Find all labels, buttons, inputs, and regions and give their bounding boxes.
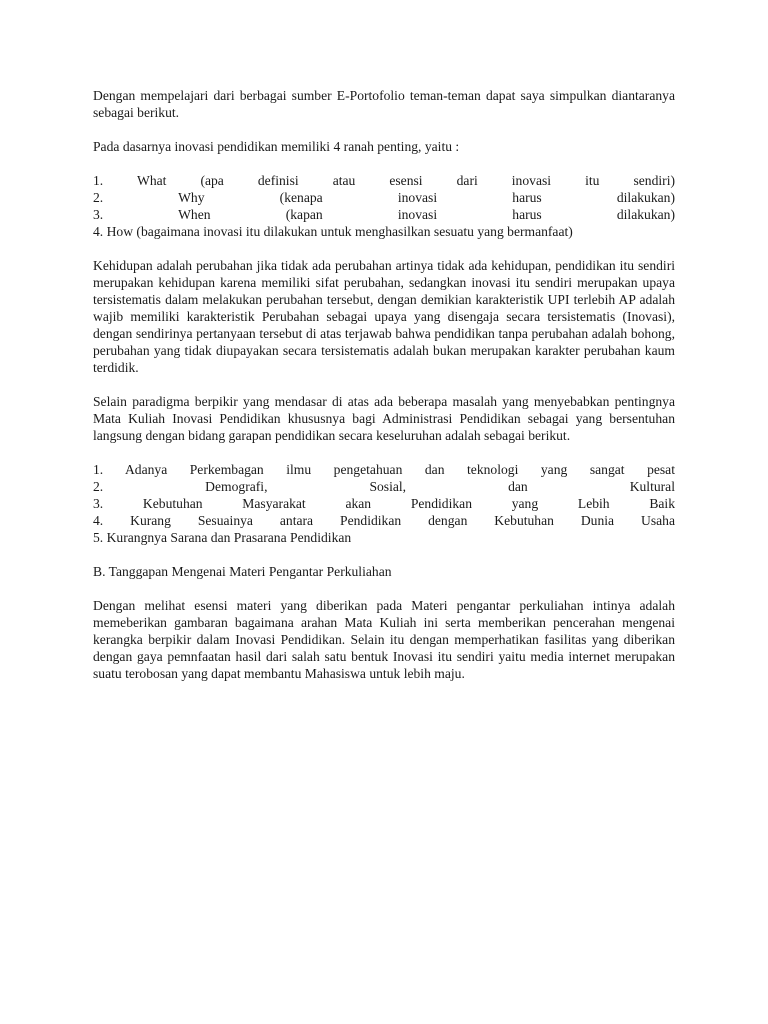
list-item: 4. How (bagaimana inovasi itu dilakukan untuk menghasilkan sesuatu yang bermanfaat) xyxy=(93,224,573,239)
tanggapan-paragraph: Dengan melihat esensi materi yang diberikan pada Materi pengantar perkuliahan intinya adalah memeberikan gambaran bagaimana arahan Mata Kuliah ini serta memberikan pencerahan mengenai kerangka berpikir dalam Inovasi Pendidikan. Selain itu dengan memperhatikan fasilitas yang diberikan dengan gaya pemnfaatan hasil dari salah satu bentuk Inovasi itu sendiri yaitu media internet merupakan suatu terobosan yang dapat membantu Mahasiswa untuk lebih maju. xyxy=(93,598,675,681)
list-item: 5. Kurangnya Sarana dan Prasarana Pendidikan xyxy=(93,530,352,545)
masalah-list xyxy=(93,461,675,546)
list-item: 4. Kurang Sesuainya antara Pendidikan dengan Kebutuhan Dunia Usaha xyxy=(93,513,675,528)
document-body xyxy=(93,87,675,699)
list-item: 1. Adanya Perkembagan ilmu pengetahuan dan teknologi yang sangat pesat xyxy=(93,462,675,477)
ranah-list xyxy=(93,172,675,240)
list-item: 3. Kebutuhan Masyarakat akan Pendidikan yang Lebih Baik xyxy=(93,496,675,511)
list-item: 3. When (kapan inovasi harus dilakukan) xyxy=(93,207,675,222)
paradigma-paragraph: Selain paradigma berpikir yang mendasar di atas ada beberapa masalah yang menyebabkan pentingnya Mata Kuliah Inovasi Pendidikan khususnya bagi Administrasi Pendidikan sebagai yang bersentuhan langsung dengan bidang garapan pendidikan secara keseluruhan adalah sebagai berikut. xyxy=(93,394,675,443)
intro-paragraph: Dengan mempelajari dari berbagai sumber E-Portofolio teman-teman dapat saya simpulkan diantaranya sebagai berikut. xyxy=(93,88,675,120)
list-item: 2. Why (kenapa inovasi harus dilakukan) xyxy=(93,190,675,205)
section-b-heading: B. Tanggapan Mengenai Materi Pengantar Perkuliahan xyxy=(93,564,392,579)
list-item: 2. Demografi, Sosial, dan Kultural xyxy=(93,479,675,494)
ranah-intro-paragraph: Pada dasarnya inovasi pendidikan memiliki 4 ranah penting, yaitu : xyxy=(93,139,460,154)
list-item: 1. What (apa definisi atau esensi dari inovasi itu sendiri) xyxy=(93,173,675,188)
kehidupan-paragraph: Kehidupan adalah perubahan jika tidak ada perubahan artinya tidak ada kehidupan, pendidikan itu sendiri merupakan kehidupan karena memiliki sifat perubahan, sedangkan inovasi itu sendiri merupakan upaya tersistematis dalam melakukan perubahan tersebut, dengan demikian karakteristik UPI terlebih AP adalah wajib memiliki karakteristik Perubahan sebagai upaya yang disengaja secara tersistematis (Inovasi), dengan sendirinya pertanyaan tersebut di atas terjawab bahwa pendidikan tanpa perubahan adalah bohong, perubahan yang tidak diupayakan secara tersistematis adalah bukan merupakan karakter perubahan kaum terdidik. xyxy=(93,258,675,375)
